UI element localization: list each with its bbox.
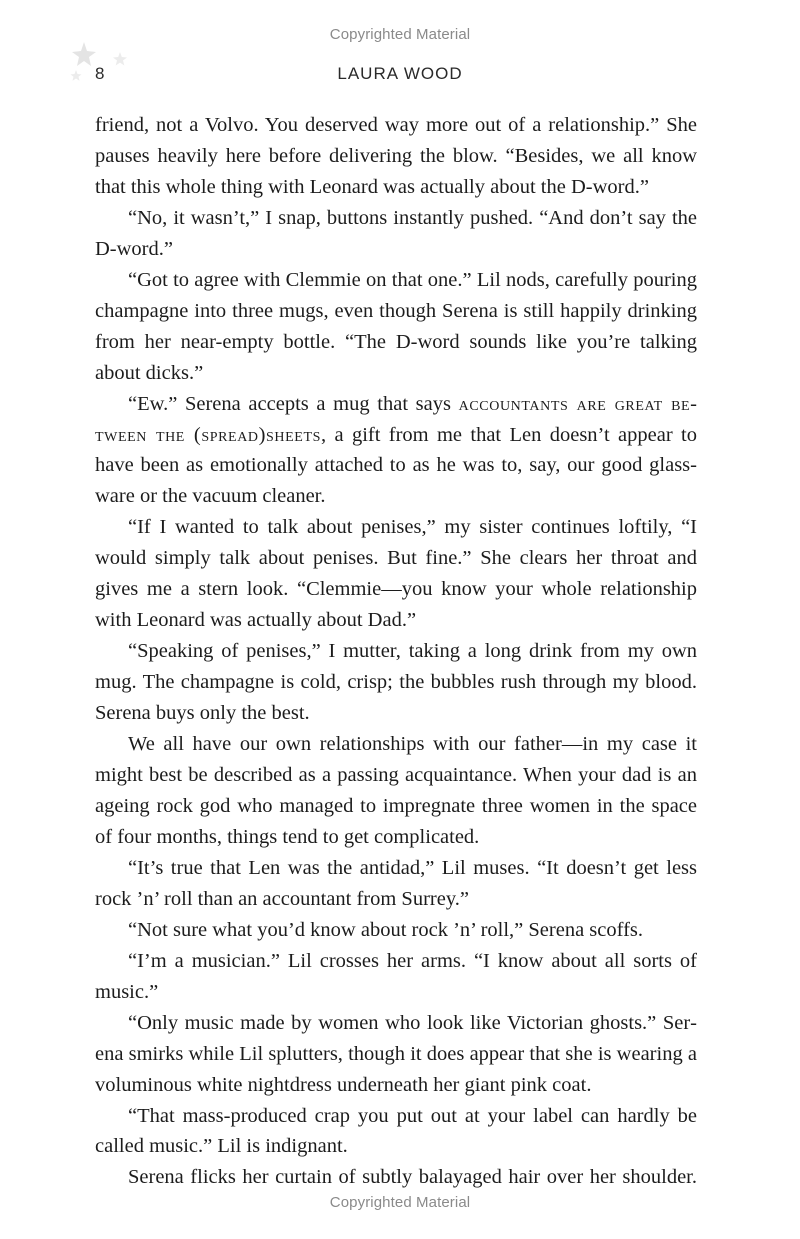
- paragraph-text: , a gift from me that Len doesn’t appear to have been as emotionally attached to as he was to, say, our good glassware or the vacuum cleaner.: [95, 423, 697, 508]
- paragraph: “Not sure what you’d know about rock ’n’ roll,” Serena scoffs.: [128, 918, 644, 941]
- paragraph: “I’m a musician.” Lil crosses her arms. “I know about all sorts of music.”: [95, 949, 697, 1003]
- paragraph: “Speaking of penises,” I mutter, taking a long drink from my own mug. The champagne is cold, crisp; the bubbles rush through my blood. Serena buys only the best.: [95, 640, 697, 725]
- running-title: LAURA WOOD: [337, 64, 463, 83]
- paragraph: “It’s true that Len was the antidad,” Lil muses. “It doesn’t get less rock ’n’ roll than an accountant from Surrey.”: [95, 856, 697, 910]
- star-large: [72, 42, 96, 66]
- page-number: 8: [95, 64, 105, 83]
- copyright-notice-bottom: Copyrighted Material: [329, 1194, 471, 1211]
- paragraph: “Got to agree with Clemmie on that one.” Lil nods, carefully pouring champagne into three mugs, even though Serena is still happily drinking from her near-empty bottle. “The D-word sounds like you’re talking about dicks.”: [95, 268, 697, 384]
- paragraph: Serena flicks her curtain of subtly balayaged hair over her shoulder.: [128, 1166, 697, 1189]
- body-text: [95, 110, 697, 1193]
- paragraph: “Only music made by women who look like Victorian ghosts.” Serena smirks while Lil splutters, though it does appear that she is wearing a voluminous white nightdress underneath her giant pink coat.: [95, 1011, 697, 1096]
- paragraph: [95, 389, 697, 513]
- copyright-notice-top: Copyrighted Material: [329, 26, 471, 43]
- mug-slogan: accountants are great between the (spread)sheets: [95, 392, 697, 446]
- paragraph: We all have our own relationships with our father—in my case it might best be described as a passing acquaintance. When your dad is an ageing rock god who managed to impregnate three women in the space of four months, things tend to get complicated.: [95, 733, 697, 848]
- paragraph: “No, it wasn’t,” I snap, buttons instantly pushed. “And don’t say the D-word.”: [95, 206, 697, 260]
- paragraph: “If I wanted to talk about penises,” my sister continues loftily, “I would simply talk about penises. But fine.” She clears her throat and gives me a stern look. “Clemmie—you know your whole relationship with Leonard was actually about Dad.”: [95, 516, 697, 632]
- paragraph: friend, not a Volvo. You deserved way more out of a relationship.” She pauses heavily here before delivering the blow. “Besides, we all know that this whole thing with Leonard was actually about the D-word.”: [95, 114, 697, 198]
- paragraph-text: “Ew.” Serena accepts a mug that says: [128, 392, 459, 415]
- running-head: [0, 64, 800, 88]
- paragraph: “That mass-produced crap you put out at your label can hardly be called music.” Lil is indignant.: [95, 1104, 697, 1158]
